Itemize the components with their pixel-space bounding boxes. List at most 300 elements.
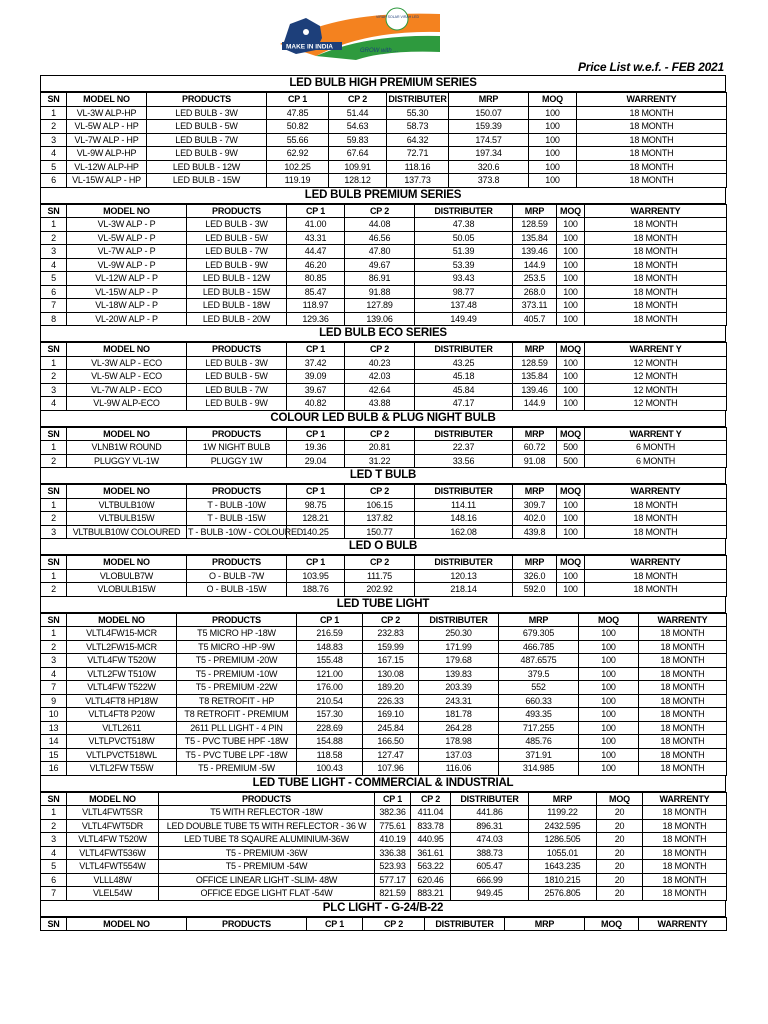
column-header-distributer: DISTRIBUTER [451,792,529,806]
cell-cp1: 85.47 [287,285,345,299]
table-row [41,640,727,654]
cell-mrp: 439.8 [513,525,557,539]
table-row [41,819,727,833]
cell-mrp: 326.0 [513,569,557,583]
cell-product: T5 MICRO HP -18W [177,627,297,641]
cell-mrp: 552 [499,681,579,695]
cell-product: O - BULB -15W [187,583,287,597]
cell-mrp: 159.39 [449,120,529,134]
cell-sn: 3 [41,383,67,397]
cell-cp2: 59.83 [329,133,387,147]
cell-model: VL-7W ALP - P [67,245,187,259]
cell-product: T5 MICRO -HP -9W [177,640,297,654]
cell-warranty: 18 MONTH [639,721,727,735]
column-header-sn: SN [41,792,67,806]
table-row [41,694,727,708]
cell-moq: 100 [579,667,639,681]
cell-warranty: 18 MONTH [585,498,727,512]
column-header-warranty: WARRENTY [639,613,727,627]
cell-mrp: 2432.595 [529,819,597,833]
cell-product: T5 - PREMIUM -36W [159,846,375,860]
cell-cp1: 29.04 [287,454,345,468]
cell-mrp: 320.6 [449,160,529,174]
cell-mrp: 268.0 [513,285,557,299]
table-row [41,721,727,735]
cell-cp1: 62.92 [267,147,329,161]
cell-mrp: 135.84 [513,231,557,245]
cell-mrp: 1055.01 [529,846,597,860]
cell-cp2: 106.15 [345,498,415,512]
cell-warranty: 18 MONTH [643,806,727,820]
cell-moq: 100 [529,160,577,174]
cell-mrp: 373.8 [449,174,529,188]
cell-model: VLTL2FW T55W [67,762,177,776]
cell-warranty: 18 MONTH [643,833,727,847]
cell-model: VL-3W ALP - ECO [67,356,187,370]
cell-warranty: 18 MONTH [577,147,727,161]
cell-sn: 2 [41,640,67,654]
price-table [40,484,727,539]
cell-mrp: 1286.505 [529,833,597,847]
cell-model: VL-12W ALP-HP [67,160,147,174]
cell-cp2: 139.06 [345,312,415,326]
column-header-sn: SN [41,343,67,357]
column-header-cp2: CP 2 [345,204,415,218]
cell-cp2: 43.88 [345,397,415,411]
cell-sn: 3 [41,525,67,539]
column-header-distributer: DISTRIBUTER [415,343,513,357]
cell-moq: 100 [557,285,585,299]
table-row [41,245,727,259]
price-table [40,342,727,411]
cell-moq: 100 [557,258,585,272]
cell-cp1: 118.58 [297,748,363,762]
cell-model: VL-5W ALP - ECO [67,370,187,384]
cell-mrp: 150.07 [449,106,529,120]
cell-sn: 2 [41,819,67,833]
cell-moq: 100 [557,498,585,512]
cell-mrp: 1810.215 [529,873,597,887]
column-header-model: MODEL NO [67,93,147,107]
table-row [41,106,727,120]
column-header-mrp: MRP [449,93,529,107]
column-header-product: PRODUCTS [187,917,307,931]
cell-product: LED BULB - 18W [187,299,287,313]
column-header-warranty: WARRENTY [585,204,727,218]
cell-warranty: 18 MONTH [585,272,727,286]
cell-distributer: 22.37 [415,441,513,455]
cell-product: LED BULB - 3W [147,106,267,120]
table-row [41,525,727,539]
table-row [41,806,727,820]
cell-distributer: 118.16 [387,160,449,174]
cell-product: T8 RETROFIT - PREMIUM [177,708,297,722]
cell-warranty: 18 MONTH [639,681,727,695]
cell-moq: 100 [557,397,585,411]
table-row [41,583,727,597]
column-header-cp1: CP 1 [297,613,363,627]
cell-mrp: 379.5 [499,667,579,681]
column-header-product: PRODUCTS [159,792,375,806]
cell-model: PLUGGY VL-1W [67,454,187,468]
column-header-product: PRODUCTS [187,343,287,357]
cell-model: VL-9W ALP-HP [67,147,147,161]
table-row [41,708,727,722]
price-table [40,427,727,469]
column-header-model: MODEL NO [67,792,159,806]
cell-distributer: 605.47 [451,860,529,874]
cell-cp2: 166.50 [363,735,419,749]
column-header-moq: MOQ [579,613,639,627]
cell-cp1: 155.48 [297,654,363,668]
table-row [41,120,727,134]
cell-warranty: 18 MONTH [577,106,727,120]
cell-warranty: 18 MONTH [639,667,727,681]
table-row [41,498,727,512]
column-header-distributer: DISTRIBUTER [425,917,505,931]
cell-distributer: 137.73 [387,174,449,188]
cell-cp2: 169.10 [363,708,419,722]
cell-sn: 6 [41,873,67,887]
cell-sn: 2 [41,120,67,134]
cell-product: O - BULB -7W [187,569,287,583]
logo-tagline: GROW with ... [360,48,399,54]
cell-mrp: 466.785 [499,640,579,654]
cell-cp1: 118.97 [287,299,345,313]
cell-cp2: 40.23 [345,356,415,370]
cell-product: 1W NIGHT BULB [187,441,287,455]
cell-distributer: 181.78 [419,708,499,722]
section-title: LED BULB HIGH PREMIUM SERIES [40,75,726,92]
cell-model: VLTL2611 [67,721,177,735]
cell-warranty: 18 MONTH [585,231,727,245]
cell-model: VLOBULB15W [67,583,187,597]
table-row [41,681,727,695]
cell-product: T5 - PVC TUBE LPF -18W [177,748,297,762]
cell-moq: 100 [557,272,585,286]
table-row [41,762,727,776]
table-row [41,654,727,668]
table-row [41,370,727,384]
cell-model: VLLL48W [67,873,159,887]
table-row [41,299,727,313]
column-header-cp2: CP 2 [363,917,425,931]
cell-model: VLTLPVCT518W [67,735,177,749]
cell-product: T5 - PREMIUM -54W [159,860,375,874]
cell-sn: 2 [41,370,67,384]
cell-model: VL-7W ALP - HP [67,133,147,147]
cell-warranty: 18 MONTH [585,299,727,313]
cell-cp1: 176.00 [297,681,363,695]
column-header-moq: MOQ [557,427,585,441]
cell-cp1: 128.21 [287,512,345,526]
cell-sn: 10 [41,708,67,722]
cell-warranty: 6 MONTH [585,441,727,455]
cell-moq: 100 [557,218,585,232]
table-header-row [41,427,727,441]
cell-cp1: 148.83 [297,640,363,654]
cell-product: T5 - PREMIUM -22W [177,681,297,695]
cell-cp2: 42.03 [345,370,415,384]
cell-model: VLTLPVCT518WL [67,748,177,762]
table-row [41,272,727,286]
column-header-cp2: CP 2 [345,556,415,570]
column-header-product: PRODUCTS [187,556,287,570]
cell-model: VL-9W ALP - P [67,258,187,272]
cell-product: LED BULB - 3W [187,218,287,232]
column-header-product: PRODUCTS [187,485,287,499]
cell-cp1: 55.66 [267,133,329,147]
cell-mrp: 485.76 [499,735,579,749]
column-header-model: MODEL NO [67,613,177,627]
cell-warranty: 18 MONTH [639,694,727,708]
cell-moq: 100 [579,735,639,749]
cell-sn: 1 [41,356,67,370]
cell-warranty: 18 MONTH [639,708,727,722]
cell-model: VLTL2FW T510W [67,667,177,681]
column-header-sn: SN [41,613,67,627]
cell-mrp: 253.5 [513,272,557,286]
cell-cp2: 86.91 [345,272,415,286]
cell-warranty: 18 MONTH [585,258,727,272]
cell-cp1: 100.43 [297,762,363,776]
cell-cp2: 31.22 [345,454,415,468]
cell-warranty: 12 MONTH [585,370,727,384]
section-title: LED TUBE LIGHT - COMMERCIAL & INDUSTRIAL [40,776,726,792]
cell-model: VL-3W ALP - P [67,218,187,232]
table-row [41,312,727,326]
cell-product: 2611 PLL LIGHT - 4 PIN [177,721,297,735]
column-header-cp1: CP 1 [287,485,345,499]
cell-model: VLTL4FWT5DR [67,819,159,833]
cell-product: T - BULB -15W [187,512,287,526]
cell-mrp: 679.305 [499,627,579,641]
cell-warranty: 18 MONTH [639,735,727,749]
cell-sn: 5 [41,160,67,174]
column-header-distributer: DISTRIBUTER [415,556,513,570]
cell-cp1: 50.82 [267,120,329,134]
cell-cp2: 833.78 [411,819,451,833]
price-table [40,204,727,327]
cell-mrp: 2576.805 [529,887,597,901]
cell-warranty: 18 MONTH [643,846,727,860]
cell-moq: 100 [557,512,585,526]
table-row [41,748,727,762]
column-header-cp2: CP 2 [363,613,419,627]
table-row [41,627,727,641]
cell-distributer: 47.38 [415,218,513,232]
cell-moq: 100 [557,245,585,259]
cell-sn: 7 [41,887,67,901]
cell-mrp: 309.7 [513,498,557,512]
make-in-india-logo [276,4,444,60]
column-header-warranty: WARRENTY [585,556,727,570]
cell-product: LED DOUBLE TUBE T5 WITH REFLECTOR - 36 W [159,819,375,833]
price-table [40,917,727,932]
cell-warranty: 18 MONTH [585,245,727,259]
cell-cp2: 67.64 [329,147,387,161]
cell-distributer: 203.39 [419,681,499,695]
cell-product: LED BULB - 12W [187,272,287,286]
cell-model: VLTBULB15W [67,512,187,526]
cell-product: LED BULB - 9W [187,397,287,411]
column-header-moq: MOQ [557,556,585,570]
cell-warranty: 18 MONTH [639,627,727,641]
column-header-warranty: WARRENTY [643,792,727,806]
table-row [41,512,727,526]
cell-warranty: 18 MONTH [639,748,727,762]
cell-cp2: 51.44 [329,106,387,120]
cell-mrp: 135.84 [513,370,557,384]
cell-distributer: 171.99 [419,640,499,654]
cell-model: VL-5W ALP - P [67,231,187,245]
cell-cp2: 111.75 [345,569,415,583]
table-row [41,860,727,874]
column-header-warranty: WARRENTY [585,485,727,499]
cell-product: LED BULB - 7W [187,383,287,397]
table-row [41,356,727,370]
cell-warranty: 18 MONTH [639,654,727,668]
column-header-cp1: CP 1 [375,792,411,806]
cell-warranty: 18 MONTH [639,762,727,776]
column-header-mrp: MRP [513,556,557,570]
cell-moq: 100 [579,748,639,762]
column-header-sn: SN [41,204,67,218]
cell-cp2: 42.64 [345,383,415,397]
table-row [41,160,727,174]
cell-distributer: 45.18 [415,370,513,384]
cell-moq: 20 [597,887,643,901]
cell-cp1: 154.88 [297,735,363,749]
cell-model: VL-12W ALP - P [67,272,187,286]
column-header-distributer: DISTRIBUTER [415,204,513,218]
cell-distributer: 139.83 [419,667,499,681]
cell-distributer: 137.03 [419,748,499,762]
cell-cp1: 210.54 [297,694,363,708]
cell-model: VLTL4FWT536W [67,846,159,860]
cell-moq: 100 [579,708,639,722]
cell-sn: 2 [41,512,67,526]
cell-cp1: 98.75 [287,498,345,512]
column-header-mrp: MRP [513,427,557,441]
price-sheet [40,75,726,931]
column-header-sn: SN [41,427,67,441]
cell-warranty: 12 MONTH [585,356,727,370]
cell-distributer: 47.17 [415,397,513,411]
section-title: COLOUR LED BULB & PLUG NIGHT BULB [40,411,726,427]
cell-sn: 4 [41,397,67,411]
table-row [41,147,727,161]
cell-product: OFFICE EDGE LIGHT FLAT -54W [159,887,375,901]
column-header-cp1: CP 1 [267,93,329,107]
cell-cp1: 577.17 [375,873,411,887]
cell-cp2: 128.12 [329,174,387,188]
table-row [41,397,727,411]
cell-model: VL-3W ALP-HP [67,106,147,120]
cell-mrp: 660.33 [499,694,579,708]
cell-sn: 6 [41,174,67,188]
logo-brand: VIRAH SOLAR VIRAH LED [376,15,419,19]
cell-sn: 3 [41,833,67,847]
cell-distributer: 178.98 [419,735,499,749]
cell-cp1: 821.59 [375,887,411,901]
cell-warranty: 18 MONTH [643,819,727,833]
column-header-moq: MOQ [597,792,643,806]
cell-cp2: 167.15 [363,654,419,668]
table-header-row [41,792,727,806]
cell-product: LED BULB - 12W [147,160,267,174]
cell-model: VLTL4FWT554W [67,860,159,874]
cell-moq: 100 [557,312,585,326]
table-row [41,174,727,188]
cell-distributer: 137.48 [415,299,513,313]
cell-moq: 20 [597,846,643,860]
cell-cp2: 883.21 [411,887,451,901]
cell-moq: 100 [557,383,585,397]
column-header-model: MODEL NO [67,485,187,499]
section-title: LED BULB ECO SERIES [40,326,726,342]
cell-warranty: 18 MONTH [585,285,727,299]
cell-model: VL-9W ALP-ECO [67,397,187,411]
cell-model: VL-7W ALP - ECO [67,383,187,397]
section-title: LED O BULB [40,539,726,555]
cell-cp1: 382.36 [375,806,411,820]
cell-model: VLTL4FWT5SR [67,806,159,820]
cell-moq: 100 [529,147,577,161]
cell-cp1: 121.00 [297,667,363,681]
cell-warranty: 6 MONTH [585,454,727,468]
column-header-cp2: CP 2 [411,792,451,806]
cell-mrp: 373.11 [513,299,557,313]
cell-cp2: 232.83 [363,627,419,641]
column-header-model: MODEL NO [67,917,187,931]
cell-sn: 15 [41,748,67,762]
cell-cp2: 91.88 [345,285,415,299]
cell-mrp: 60.72 [513,441,557,455]
cell-sn: 2 [41,231,67,245]
price-table [40,792,727,901]
column-header-warranty: WARRENTY [639,917,727,931]
table-header-row [41,613,727,627]
cell-distributer: 58.73 [387,120,449,134]
table-row [41,285,727,299]
section-title: LED BULB PREMIUM SERIES [40,188,726,204]
table-row [41,569,727,583]
cell-product: PLUGGY 1W [187,454,287,468]
cell-product: LED BULB - 5W [187,370,287,384]
cell-sn: 4 [41,258,67,272]
column-header-warranty: WARRENT Y [585,343,727,357]
price-table [40,92,727,188]
cell-cp1: 523.93 [375,860,411,874]
cell-distributer: 666.99 [451,873,529,887]
cell-distributer: 179.68 [419,654,499,668]
cell-sn: 1 [41,441,67,455]
cell-sn: 4 [41,846,67,860]
section-title: LED TUBE LIGHT [40,597,726,613]
column-header-cp1: CP 1 [287,204,345,218]
cell-product: LED BULB - 15W [187,285,287,299]
cell-distributer: 114.11 [415,498,513,512]
cell-moq: 20 [597,833,643,847]
cell-sn: 14 [41,735,67,749]
cell-sn: 2 [41,583,67,597]
column-header-mrp: MRP [513,343,557,357]
column-header-mrp: MRP [513,485,557,499]
cell-cp2: 226.33 [363,694,419,708]
cell-distributer: 896.31 [451,819,529,833]
cell-model: VLTL4FW T520W [67,654,177,668]
